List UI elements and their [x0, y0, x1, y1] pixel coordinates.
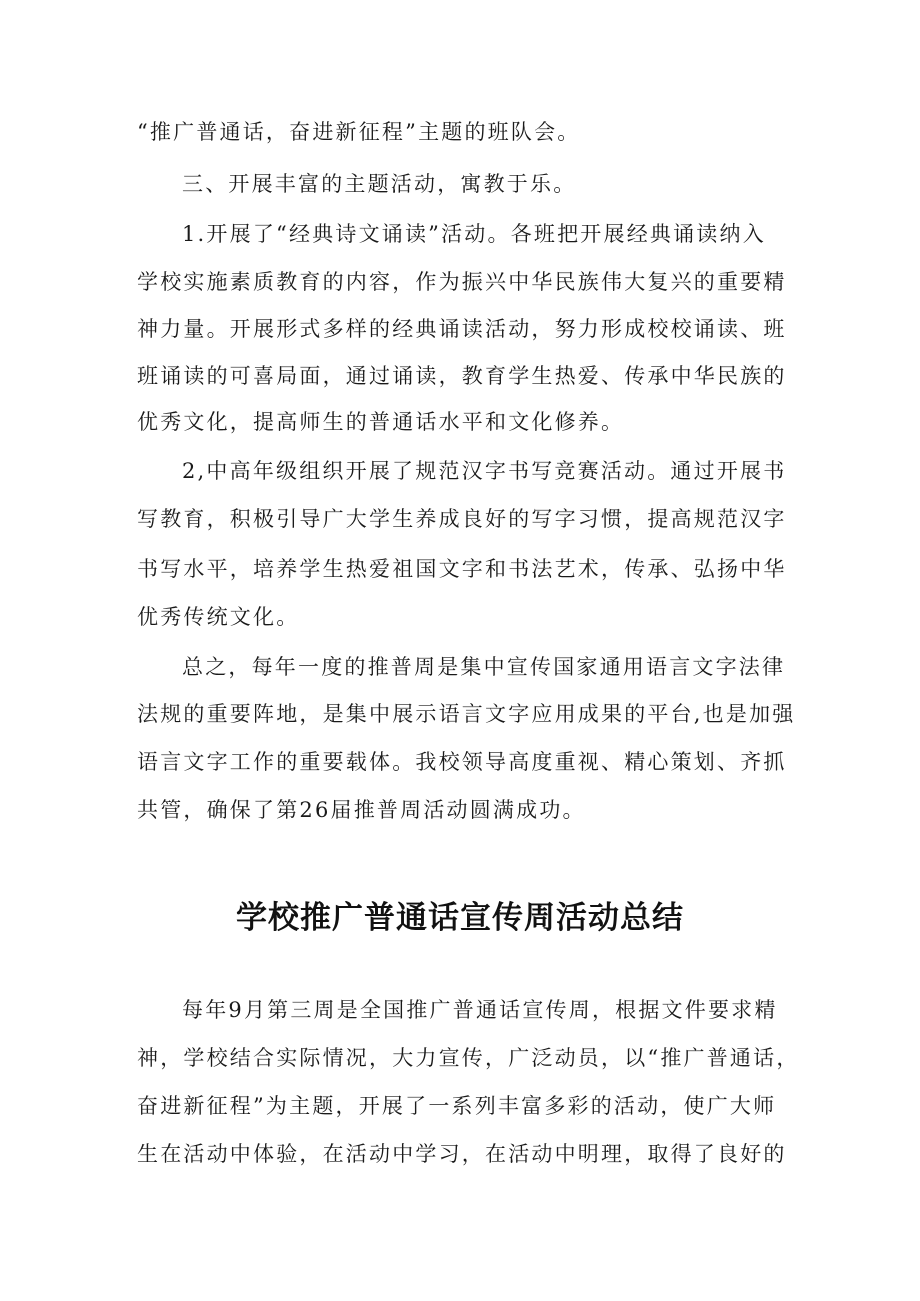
- document-title: 学校推广普通话宣传周活动总结: [236, 900, 684, 936]
- text-line: 法规的重要阵地，是集中展示语言文字应用成果的平台,也是加强: [137, 702, 796, 726]
- body-line: 神，学校结合实际情况，大力宣传，广泛动员，以“推广普通话，: [137, 1046, 800, 1070]
- text-line: 语言文字工作的重要载体。我校领导高度重视、精心策划、齐抓: [137, 750, 787, 774]
- text-line: 班诵读的可喜局面，通过诵读，教育学生热爱、传承中华民族的: [137, 364, 787, 388]
- text-line: 书写水平，培养学生热爱祖国文字和书法艺术，传承、弘扬中华: [137, 557, 787, 581]
- text-line: 2,中高年级组织开展了规范汉字书写竞赛活动。通过开展书: [182, 459, 787, 483]
- text-line: 写教育，积极引导广大学生养成良好的写字习惯，提高规范汉字: [137, 507, 787, 531]
- text-line: “推广普通话，奋进新征程”主题的班队会。: [137, 120, 581, 144]
- text-line: 三、开展丰富的主题活动，寓教于乐。: [182, 172, 577, 196]
- body-line: 生在活动中体验，在活动中学习，在活动中明理，取得了良好的: [137, 1142, 787, 1166]
- body-line: 每年9月第三周是全国推广普通话宣传周，根据文件要求精: [182, 998, 778, 1022]
- text-line: 学校实施素质教育的内容，作为振兴中华民族伟大复兴的重要精: [137, 270, 787, 294]
- text-line: 总之，每年一度的推普周是集中宣传国家通用语言文字法律: [182, 655, 786, 679]
- text-line: 优秀文化，提高师生的普通话水平和文化修养。: [137, 410, 625, 434]
- text-line: 神力量。开展形式多样的经典诵读活动，努力形成校校诵读、班: [137, 317, 787, 341]
- text-line: 优秀传统文化。: [137, 605, 300, 629]
- text-line: 共管，确保了第26届推普周活动圆满成功。: [137, 798, 586, 822]
- body-line: 奋进新征程”为主题，开展了一系列丰富多彩的活动，使广大师: [137, 1094, 777, 1118]
- text-line: 1.开展了“经典诗文诵读”活动。各班把开展经典诵读纳入: [182, 222, 766, 246]
